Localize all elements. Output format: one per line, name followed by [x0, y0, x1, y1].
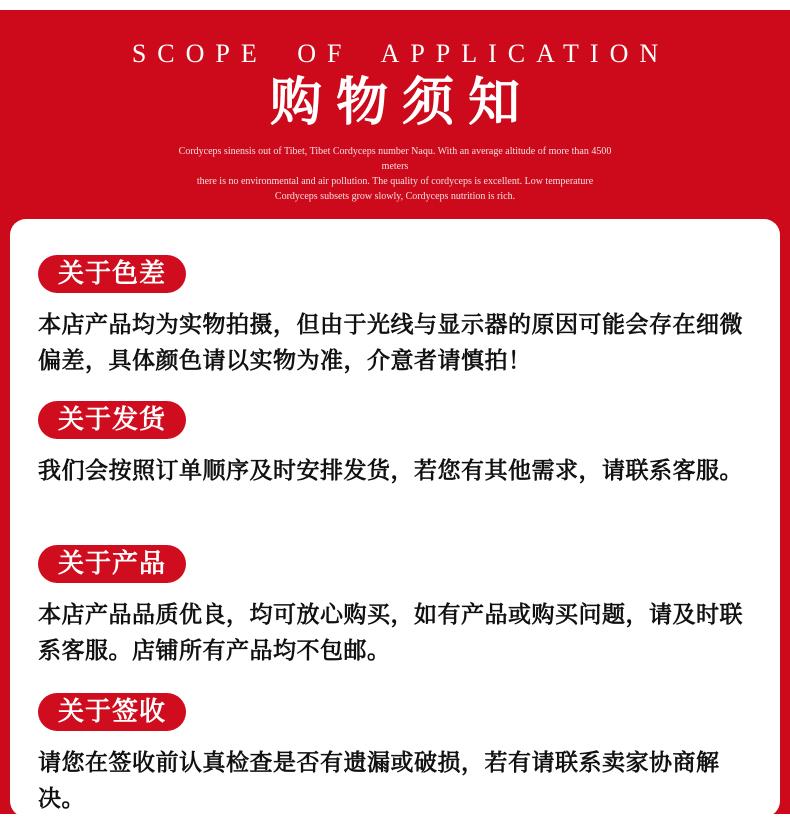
section-label-pill: 关于签收	[38, 693, 186, 731]
description-line: there is no environmental and air pollution. The quality of cordyceps is excellent. Low temperature	[196, 176, 594, 187]
section-color-difference	[38, 255, 752, 379]
section-label-pill: 关于产品	[38, 545, 186, 583]
notice-header	[0, 10, 790, 204]
description-line: Cordyceps subsets grow slowly, Cordyceps nutrition is rich.	[274, 191, 516, 202]
section-label-pill: 关于色差	[38, 255, 186, 293]
section-label-pill: 关于发货	[38, 401, 186, 439]
header-description	[165, 144, 625, 204]
notice-card	[10, 219, 780, 817]
section-product	[38, 545, 752, 669]
header-eyebrow: SCOPE OF APPLICATION	[131, 39, 670, 68]
section-body-text: 本店产品品质优良，均可放心购买，如有产品或购买问题，请及时联系客服。店铺所有产品均不包邮。	[38, 602, 743, 663]
page-title: 购物须知	[269, 75, 534, 132]
section-receipt	[38, 693, 752, 817]
section-body-text: 请您在签收前认真检查是否有遗漏或破损，若有请联系卖家协商解决。	[38, 750, 720, 811]
description-line: Cordyceps sinensis out of Tibet, Tibet Cordyceps number Naqu. With an average altitude of more than 4500 meters	[178, 146, 612, 172]
section-body-text: 本店产品均为实物拍摄，但由于光线与显示器的原因可能会存在细微偏差，具体颜色请以实物为准，介意者请慎拍！	[38, 312, 743, 373]
red-banner	[0, 10, 790, 814]
section-shipping	[38, 401, 752, 489]
section-body-text: 我们会按照订单顺序及时安排发货，若您有其他需求，请联系客服。	[38, 458, 743, 483]
